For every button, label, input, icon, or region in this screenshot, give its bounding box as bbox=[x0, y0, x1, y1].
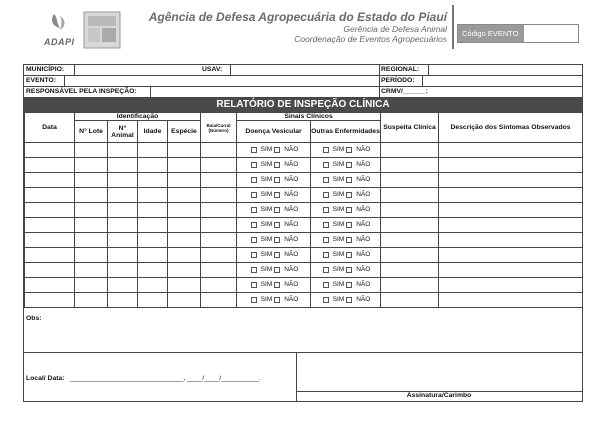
nao-label: NÃO bbox=[356, 251, 371, 259]
table-cell[interactable] bbox=[439, 203, 583, 218]
sim-label: SIM bbox=[332, 191, 345, 199]
signature-label: Assinatura/Carimbo bbox=[406, 392, 472, 399]
table-cell[interactable] bbox=[75, 173, 108, 188]
sim-label: SIM bbox=[260, 221, 273, 229]
nao-label: NÃO bbox=[356, 296, 371, 304]
nao-checkbox[interactable] bbox=[274, 252, 280, 258]
outras-choice[interactable] bbox=[311, 173, 381, 188]
municipio-label: MUNICÍPIO: bbox=[26, 66, 65, 73]
sim-checkbox[interactable] bbox=[323, 192, 329, 198]
sim-label: SIM bbox=[332, 236, 345, 244]
table-row bbox=[25, 293, 583, 308]
table-cell[interactable] bbox=[75, 218, 108, 233]
table-cell[interactable] bbox=[25, 203, 75, 218]
crmv-label: CRMV/______: bbox=[381, 88, 428, 95]
nao-checkbox[interactable] bbox=[346, 282, 352, 288]
outras-choice[interactable] bbox=[311, 158, 381, 173]
table-cell[interactable] bbox=[381, 263, 439, 278]
inspection-form bbox=[23, 64, 583, 402]
table-row bbox=[25, 158, 583, 173]
table-cell[interactable] bbox=[25, 233, 75, 248]
table-cell[interactable] bbox=[25, 278, 75, 293]
nao-label: NÃO bbox=[284, 161, 299, 169]
nao-label: NÃO bbox=[356, 281, 371, 289]
usav-label: USAV: bbox=[202, 66, 223, 73]
table-cell[interactable] bbox=[168, 218, 201, 233]
table-cell[interactable] bbox=[25, 188, 75, 203]
table-cell[interactable] bbox=[108, 263, 138, 278]
nao-checkbox[interactable] bbox=[346, 237, 352, 243]
table-cell[interactable] bbox=[138, 143, 168, 158]
table-cell[interactable] bbox=[381, 278, 439, 293]
table-cell[interactable] bbox=[75, 143, 108, 158]
nao-label: NÃO bbox=[356, 146, 371, 154]
inspection-table bbox=[24, 112, 583, 308]
outras-choice[interactable] bbox=[311, 188, 381, 203]
local-data-label: Local/ Data: bbox=[26, 375, 65, 382]
sim-checkbox[interactable] bbox=[251, 282, 257, 288]
sim-label: SIM bbox=[332, 161, 345, 169]
table-cell[interactable] bbox=[25, 143, 75, 158]
table-cell[interactable] bbox=[439, 248, 583, 263]
table-cell[interactable] bbox=[439, 293, 583, 308]
table-cell[interactable] bbox=[75, 188, 108, 203]
outras-choice[interactable] bbox=[311, 263, 381, 278]
nao-label: NÃO bbox=[284, 251, 299, 259]
sim-label: SIM bbox=[332, 176, 345, 184]
group-identificacao: Identificação bbox=[75, 113, 201, 121]
outras-choice[interactable] bbox=[311, 293, 381, 308]
nao-checkbox[interactable] bbox=[274, 222, 280, 228]
col-baia: Baia/Curral (Número) bbox=[201, 113, 237, 143]
sim-label: SIM bbox=[332, 221, 345, 229]
sim-checkbox[interactable] bbox=[251, 252, 257, 258]
table-cell[interactable] bbox=[108, 248, 138, 263]
table-cell[interactable] bbox=[108, 173, 138, 188]
table-cell[interactable] bbox=[168, 188, 201, 203]
table-cell[interactable] bbox=[168, 143, 201, 158]
sim-checkbox[interactable] bbox=[323, 162, 329, 168]
report-title: RELATÓRIO DE INSPEÇÃO CLÍNICA bbox=[24, 98, 582, 112]
table-cell[interactable] bbox=[75, 248, 108, 263]
info-row-2 bbox=[24, 76, 582, 87]
table-cell[interactable] bbox=[381, 188, 439, 203]
table-cell[interactable] bbox=[138, 278, 168, 293]
table-cell[interactable] bbox=[138, 203, 168, 218]
nao-label: NÃO bbox=[284, 296, 299, 304]
sim-label: SIM bbox=[260, 281, 273, 289]
table-cell[interactable] bbox=[201, 143, 237, 158]
col-lote: N° Lote bbox=[75, 121, 108, 143]
nao-label: NÃO bbox=[284, 281, 299, 289]
evento-label: EVENTO: bbox=[26, 77, 57, 84]
table-cell[interactable] bbox=[201, 248, 237, 263]
col-animal: N° Animal bbox=[108, 121, 138, 143]
table-cell[interactable] bbox=[108, 188, 138, 203]
regional-label: REGIONAL: bbox=[381, 66, 420, 73]
table-row bbox=[25, 248, 583, 263]
table-cell[interactable] bbox=[439, 143, 583, 158]
table-cell[interactable] bbox=[75, 278, 108, 293]
col-suspeita: Suspeita Clínica bbox=[381, 113, 439, 143]
obs-area[interactable] bbox=[24, 313, 582, 353]
group-sinais: Sinais Clínicos bbox=[237, 113, 381, 121]
col-especie: Espécie bbox=[168, 121, 201, 143]
sim-checkbox[interactable] bbox=[251, 192, 257, 198]
sim-label: SIM bbox=[332, 266, 345, 274]
nao-label: NÃO bbox=[284, 236, 299, 244]
table-cell[interactable] bbox=[381, 158, 439, 173]
table-cell[interactable] bbox=[381, 248, 439, 263]
sim-checkbox[interactable] bbox=[323, 177, 329, 183]
table-cell[interactable] bbox=[439, 263, 583, 278]
nao-checkbox[interactable] bbox=[346, 222, 352, 228]
table-cell[interactable] bbox=[381, 293, 439, 308]
sim-label: SIM bbox=[332, 281, 345, 289]
table-cell[interactable] bbox=[439, 233, 583, 248]
outras-choice[interactable] bbox=[311, 203, 381, 218]
nao-checkbox[interactable] bbox=[274, 192, 280, 198]
nao-checkbox[interactable] bbox=[346, 147, 352, 153]
col-data: Data bbox=[25, 113, 75, 143]
sim-checkbox[interactable] bbox=[251, 237, 257, 243]
nao-checkbox[interactable] bbox=[274, 237, 280, 243]
vesicular-choice[interactable] bbox=[237, 248, 311, 263]
nao-label: NÃO bbox=[284, 191, 299, 199]
table-cell[interactable] bbox=[108, 158, 138, 173]
table-cell[interactable] bbox=[201, 158, 237, 173]
nao-checkbox[interactable] bbox=[346, 207, 352, 213]
nao-checkbox[interactable] bbox=[346, 162, 352, 168]
outras-choice[interactable] bbox=[311, 278, 381, 293]
sim-label: SIM bbox=[332, 206, 345, 214]
table-cell[interactable] bbox=[201, 203, 237, 218]
table-cell[interactable] bbox=[168, 173, 201, 188]
table-row bbox=[25, 188, 583, 203]
table-cell[interactable] bbox=[168, 278, 201, 293]
vesicular-choice[interactable] bbox=[237, 188, 311, 203]
sim-checkbox[interactable] bbox=[323, 297, 329, 303]
nao-checkbox[interactable] bbox=[274, 282, 280, 288]
sim-checkbox[interactable] bbox=[323, 222, 329, 228]
logo-label: ADAPI bbox=[44, 37, 75, 47]
outras-choice[interactable] bbox=[311, 218, 381, 233]
adapi-logo bbox=[38, 10, 124, 52]
table-cell[interactable] bbox=[381, 203, 439, 218]
table-cell[interactable] bbox=[108, 293, 138, 308]
outras-choice[interactable] bbox=[311, 233, 381, 248]
table-cell[interactable] bbox=[138, 248, 168, 263]
department-name: Gerência de Defesa Animal bbox=[343, 24, 447, 34]
table-cell[interactable] bbox=[381, 143, 439, 158]
sim-label: SIM bbox=[260, 236, 273, 244]
table-cell[interactable] bbox=[201, 263, 237, 278]
sim-checkbox[interactable] bbox=[251, 162, 257, 168]
sim-checkbox[interactable] bbox=[251, 297, 257, 303]
nao-label: NÃO bbox=[356, 221, 371, 229]
table-cell[interactable] bbox=[381, 233, 439, 248]
sim-label: SIM bbox=[260, 191, 273, 199]
sim-checkbox[interactable] bbox=[323, 237, 329, 243]
table-cell[interactable] bbox=[108, 278, 138, 293]
table-row bbox=[25, 263, 583, 278]
header-divider bbox=[452, 5, 454, 49]
table-cell[interactable] bbox=[138, 158, 168, 173]
sim-checkbox[interactable] bbox=[323, 252, 329, 258]
nao-label: NÃO bbox=[284, 221, 299, 229]
sim-checkbox[interactable] bbox=[323, 282, 329, 288]
nao-checkbox[interactable] bbox=[274, 207, 280, 213]
nao-label: NÃO bbox=[356, 161, 371, 169]
table-cell[interactable] bbox=[138, 233, 168, 248]
nao-label: NÃO bbox=[284, 206, 299, 214]
table-cell[interactable] bbox=[25, 173, 75, 188]
sim-label: SIM bbox=[260, 266, 273, 274]
table-cell[interactable] bbox=[201, 233, 237, 248]
event-code-field[interactable] bbox=[524, 25, 578, 42]
table-cell[interactable] bbox=[138, 263, 168, 278]
table-cell[interactable] bbox=[75, 158, 108, 173]
table-cell[interactable] bbox=[439, 278, 583, 293]
table-cell[interactable] bbox=[381, 173, 439, 188]
table-cell[interactable] bbox=[201, 173, 237, 188]
sim-label: SIM bbox=[332, 296, 345, 304]
footer-area bbox=[24, 353, 582, 401]
nao-checkbox[interactable] bbox=[274, 147, 280, 153]
table-cell[interactable] bbox=[25, 293, 75, 308]
table-row bbox=[25, 173, 583, 188]
sim-checkbox[interactable] bbox=[251, 177, 257, 183]
table-cell[interactable] bbox=[439, 173, 583, 188]
table-cell[interactable] bbox=[75, 293, 108, 308]
vesicular-choice[interactable] bbox=[237, 203, 311, 218]
table-cell[interactable] bbox=[381, 218, 439, 233]
nao-label: NÃO bbox=[284, 146, 299, 154]
nao-checkbox[interactable] bbox=[274, 162, 280, 168]
sim-label: SIM bbox=[260, 206, 273, 214]
sim-label: SIM bbox=[260, 161, 273, 169]
vesicular-choice[interactable] bbox=[237, 278, 311, 293]
col-descricao: Descrição dos Sintomas Observados bbox=[439, 113, 583, 143]
event-code-label: Código EVENTO bbox=[458, 25, 524, 42]
sim-checkbox[interactable] bbox=[251, 147, 257, 153]
table-cell[interactable] bbox=[168, 293, 201, 308]
responsavel-label: RESPONSÁVEL PELA INSPEÇÃO: bbox=[26, 88, 137, 95]
info-row-1 bbox=[24, 65, 582, 76]
table-cell[interactable] bbox=[138, 173, 168, 188]
table-cell[interactable] bbox=[439, 188, 583, 203]
table-cell[interactable] bbox=[108, 218, 138, 233]
table-cell[interactable] bbox=[138, 293, 168, 308]
sim-checkbox[interactable] bbox=[251, 222, 257, 228]
table-cell[interactable] bbox=[201, 218, 237, 233]
periodo-label: PERÍODO: bbox=[381, 77, 415, 84]
table-cell[interactable] bbox=[25, 248, 75, 263]
table-row bbox=[25, 203, 583, 218]
sim-label: SIM bbox=[260, 146, 273, 154]
table-cell[interactable] bbox=[75, 263, 108, 278]
table-cell[interactable] bbox=[168, 263, 201, 278]
obs-label: Obs: bbox=[26, 315, 42, 322]
outras-choice[interactable] bbox=[311, 143, 381, 158]
table-cell[interactable] bbox=[25, 158, 75, 173]
agency-title: Agência de Defesa Agropecuária do Estado do Piauí bbox=[148, 10, 447, 24]
table-row bbox=[25, 233, 583, 248]
table-cell[interactable] bbox=[108, 143, 138, 158]
table-cell[interactable] bbox=[75, 233, 108, 248]
nao-label: NÃO bbox=[284, 266, 299, 274]
coordination-name: Coordenação de Eventos Agropecuários bbox=[294, 34, 447, 44]
table-cell[interactable] bbox=[108, 233, 138, 248]
sim-label: SIM bbox=[332, 251, 345, 259]
col-outras: Outras Enfermidades bbox=[311, 121, 381, 143]
sim-label: SIM bbox=[332, 146, 345, 154]
table-cell[interactable] bbox=[138, 218, 168, 233]
nao-checkbox[interactable] bbox=[274, 267, 280, 273]
sim-checkbox[interactable] bbox=[323, 147, 329, 153]
nao-label: NÃO bbox=[356, 266, 371, 274]
header-text bbox=[149, 10, 447, 44]
table-cell[interactable] bbox=[25, 218, 75, 233]
table-cell[interactable] bbox=[439, 218, 583, 233]
sim-checkbox[interactable] bbox=[251, 207, 257, 213]
table-cell[interactable] bbox=[201, 188, 237, 203]
vesicular-choice[interactable] bbox=[237, 218, 311, 233]
nao-checkbox[interactable] bbox=[274, 177, 280, 183]
table-cell[interactable] bbox=[75, 203, 108, 218]
col-vesicular: Doença Vesicular bbox=[237, 121, 311, 143]
col-idade: Idade bbox=[138, 121, 168, 143]
info-row-3 bbox=[24, 87, 582, 98]
nao-label: NÃO bbox=[356, 236, 371, 244]
outras-choice[interactable] bbox=[311, 248, 381, 263]
nao-checkbox[interactable] bbox=[346, 177, 352, 183]
nao-checkbox[interactable] bbox=[346, 267, 352, 273]
vesicular-choice[interactable] bbox=[237, 263, 311, 278]
event-code-box bbox=[457, 24, 579, 43]
table-row bbox=[25, 218, 583, 233]
table-row bbox=[25, 278, 583, 293]
sim-label: SIM bbox=[260, 296, 273, 304]
table-cell[interactable] bbox=[168, 203, 201, 218]
vesicular-choice[interactable] bbox=[237, 233, 311, 248]
nao-label: NÃO bbox=[356, 206, 371, 214]
vesicular-choice[interactable] bbox=[237, 173, 311, 188]
table-cell[interactable] bbox=[201, 278, 237, 293]
sim-label: SIM bbox=[260, 176, 273, 184]
nao-label: NÃO bbox=[284, 176, 299, 184]
table-cell[interactable] bbox=[138, 188, 168, 203]
vesicular-choice[interactable] bbox=[237, 293, 311, 308]
table-row bbox=[25, 143, 583, 158]
table-cell[interactable] bbox=[25, 263, 75, 278]
table-cell[interactable] bbox=[168, 233, 201, 248]
sim-label: SIM bbox=[260, 251, 273, 259]
table-cell[interactable] bbox=[439, 158, 583, 173]
table-cell[interactable] bbox=[108, 203, 138, 218]
nao-checkbox[interactable] bbox=[346, 252, 352, 258]
table-cell[interactable] bbox=[168, 158, 201, 173]
local-data-field[interactable]: ______________________________, ____/____/__________. bbox=[70, 375, 261, 382]
table-cell[interactable] bbox=[168, 248, 201, 263]
nao-label: NÃO bbox=[356, 176, 371, 184]
nao-checkbox[interactable] bbox=[274, 297, 280, 303]
nao-checkbox[interactable] bbox=[346, 297, 352, 303]
nao-label: NÃO bbox=[356, 191, 371, 199]
nao-checkbox[interactable] bbox=[346, 192, 352, 198]
sim-checkbox[interactable] bbox=[323, 207, 329, 213]
sim-checkbox[interactable] bbox=[251, 267, 257, 273]
sim-checkbox[interactable] bbox=[323, 267, 329, 273]
table-cell[interactable] bbox=[201, 293, 237, 308]
vesicular-choice[interactable] bbox=[237, 158, 311, 173]
vesicular-choice[interactable] bbox=[237, 143, 311, 158]
